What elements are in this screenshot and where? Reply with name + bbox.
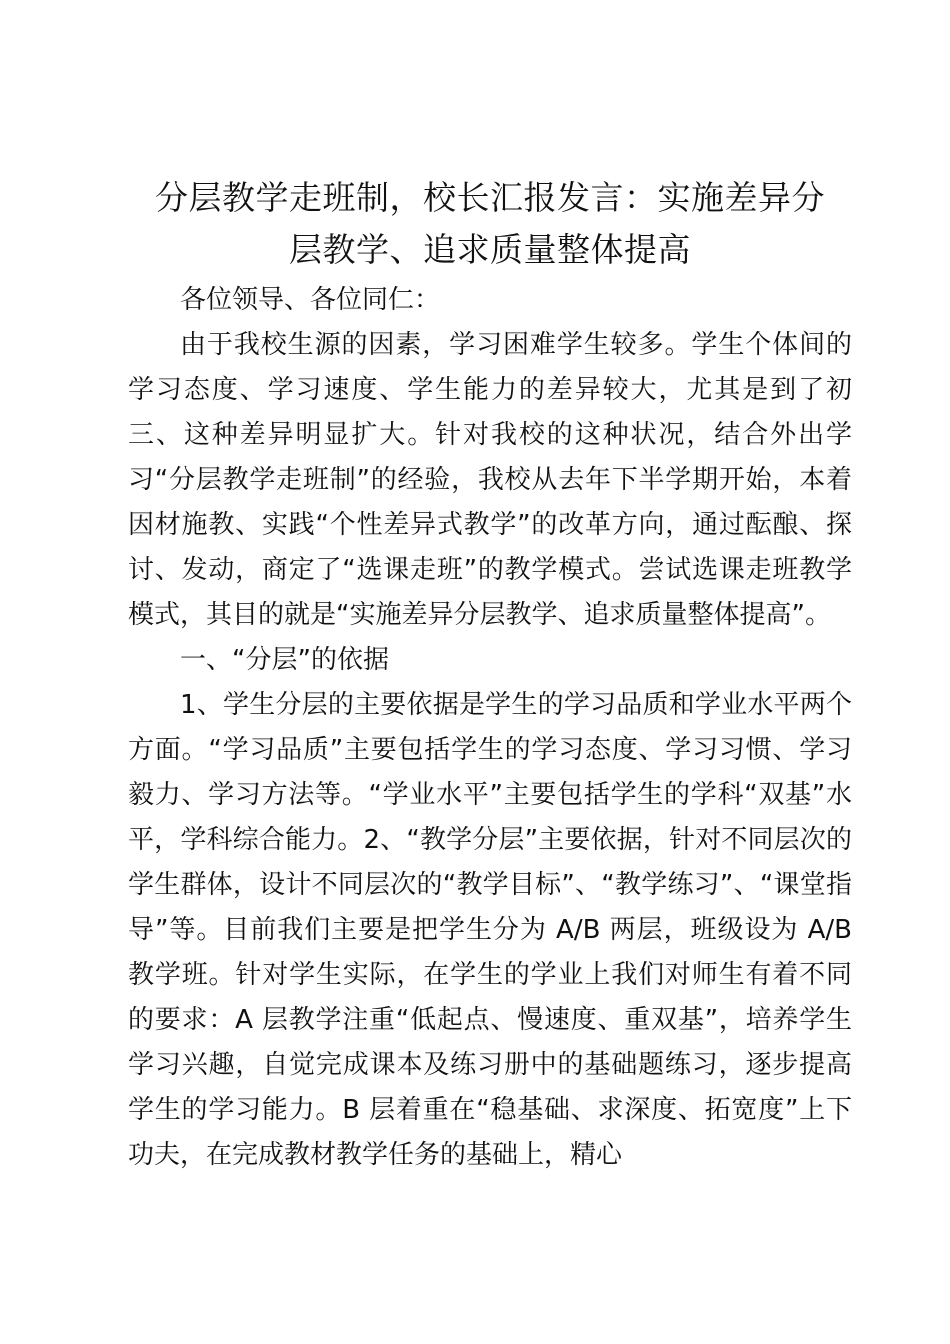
- title-line-2: 层教学、追求质量整体提高: [289, 230, 691, 269]
- document-title: [128, 172, 852, 276]
- greeting: 各位领导、各位同仁：: [180, 285, 441, 315]
- intro-paragraph: 由于我校生源的因素，学习困难学生较多。学生个体间的学习态度、学习速度、学生能力的差异较大，尤其是到了初三、这种差异明显扩大。针对我校的这种状况，结合外出学习“分层教学走班制”的经验，我校从去年下半学期开始，本着因材施教、实践“个性差异式教学”的改革方向，通过酝酿、探讨、发动，商定了“选课走班”的教学模式。尝试选课走班教学模式，其目的就是“实施差异分层教学、追求质量整体提高”。: [128, 330, 852, 630]
- body-paragraph: 1、学生分层的主要依据是学生的学习品质和学业水平两个方面。“学习品质”主要包括学生的学习态度、学习习惯、学习毅力、学习方法等。“学业水平”主要包括学生的学科“双基”水平，学科综合能力。2、“教学分层”主要依据，针对不同层次的学生群体，设计不同层次的“教学目标”、“教学练习”、“课堂指导”等。目前我们主要是把学生分为 A/B 两层，班级设为 A/B 教学班。针对学生实际，在学生的学业上我们对师生有着不同的要求：A 层教学注重“低起点、慢速度、重双基”，培养学生学习兴趣，自觉完成课本及练习册中的基础题练习，逐步提高学生的学习能力。B 层着重在“稳基础、求深度、拓宽度”上下功夫，在完成教材教学任务的基础上，精心: [128, 690, 852, 1170]
- section-heading: 一、“分层”的依据: [180, 645, 389, 675]
- document-page: [128, 172, 852, 1178]
- title-line-1: 分层教学走班制，校长汇报发言：实施差异分: [155, 178, 825, 217]
